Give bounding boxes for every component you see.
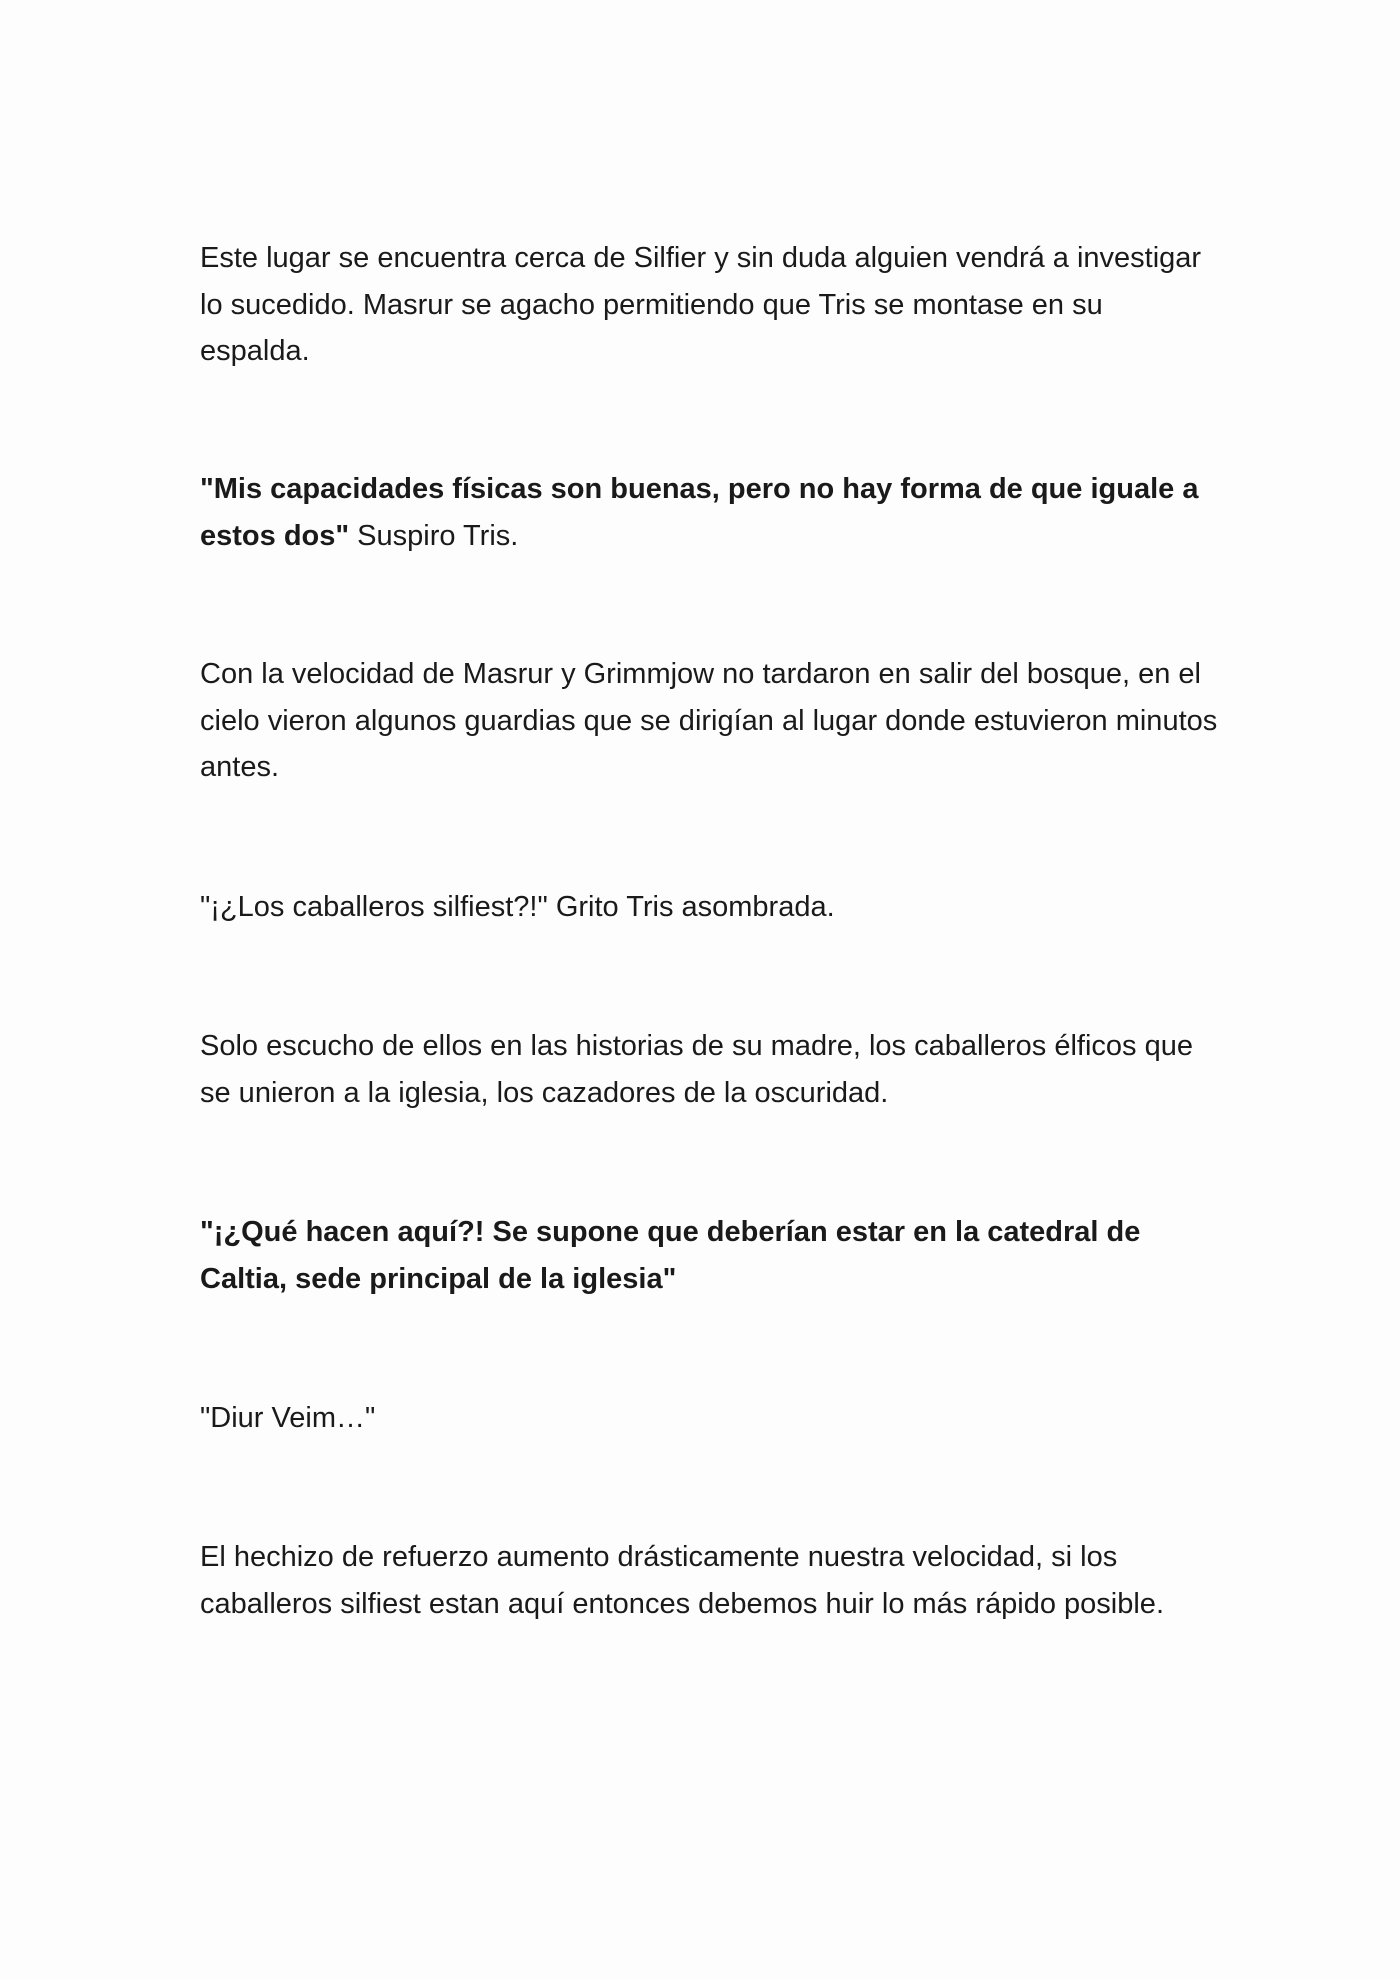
paragraph-7 [200, 1395, 1220, 1442]
paragraph-5-text: Solo escucho de ellos en las historias de su madre, los caballeros élficos que se unieron a la iglesia, los cazadores de la oscuridad. [200, 1030, 1193, 1109]
paragraph-2 [200, 466, 1220, 559]
paragraph-2-text: Suspiro Tris. [349, 519, 519, 552]
paragraph-1 [200, 235, 1220, 375]
paragraph-7-text: "Diur Veim…" [200, 1402, 376, 1434]
paragraph-2-dialogue: "Mis capacidades físicas son buenas, pero no hay forma de que iguale a estos dos" [200, 473, 1199, 552]
paragraph-4-text: "¡¿Los caballeros silfiest?!" Grito Tris asombrada. [200, 891, 835, 923]
paragraph-1-text: Este lugar se encuentra cerca de Silfier y sin duda alguien vendrá a investigar lo sucedido. Masrur se agacho permitiendo que Tris se montase en su espalda. [200, 242, 1202, 367]
paragraph-4 [200, 884, 1220, 931]
paragraph-6-dialogue: "¡¿Qué hacen aquí?! Se supone que deberían estar en la catedral de Caltia, sede principal de la iglesia" [200, 1216, 1141, 1295]
paragraph-5 [200, 1023, 1220, 1116]
paragraph-8 [200, 1534, 1220, 1627]
paragraph-3-text: Con la velocidad de Masrur y Grimmjow no tardaron en salir del bosque, en el cielo vieron algunos guardias que se dirigían al lugar donde estuvieron minutos antes. [200, 658, 1218, 783]
paragraph-3 [200, 651, 1220, 791]
paragraph-8-text: El hechizo de refuerzo aumento drásticamente nuestra velocidad, si los caballeros silfiest estan aquí entonces debemos huir lo más rápido posible. [200, 1541, 1164, 1620]
paragraph-6 [200, 1209, 1220, 1302]
